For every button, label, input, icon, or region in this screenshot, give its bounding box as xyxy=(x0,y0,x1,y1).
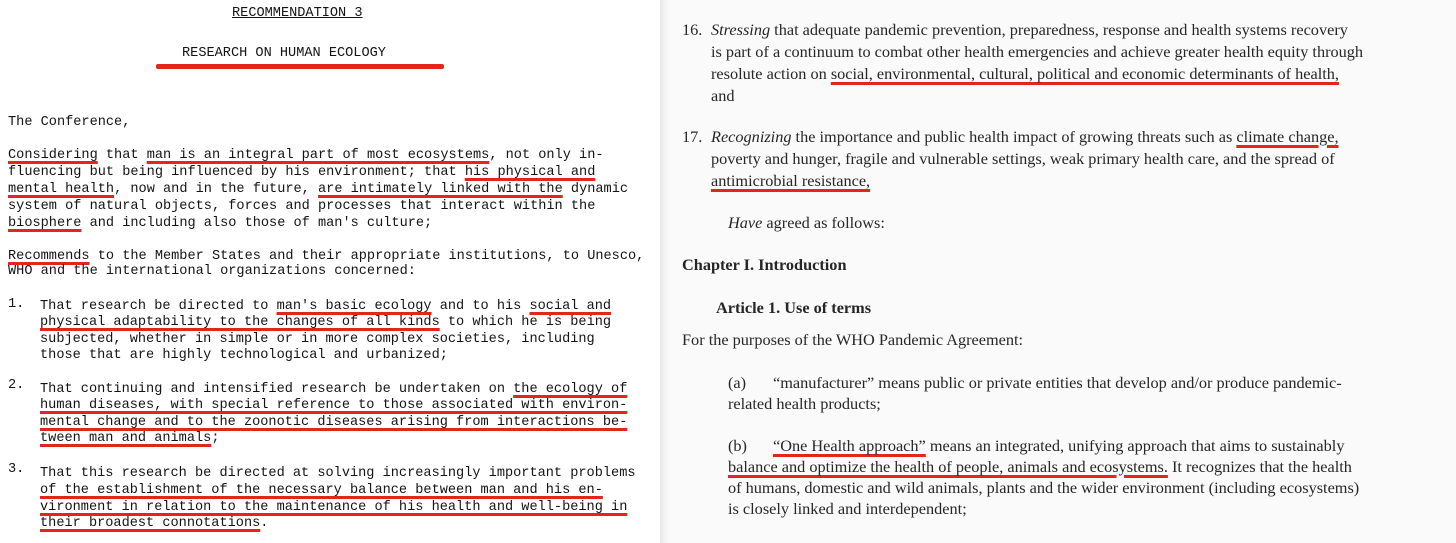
paragraph-text: is part of a continuum to combat other health emergencies and achieve greater health equity through xyxy=(711,42,1364,61)
item-highlight: mental change and to the zoonotic diseases arising from interactions be- xyxy=(40,415,628,430)
item-highlight: vironment in relation to the maintenance of his health and well-being in xyxy=(40,500,628,515)
paragraph-lead-word: Stressing xyxy=(711,20,771,39)
paragraph-text: the importance and public health impact of growing threats such as xyxy=(791,127,1237,146)
item-text: and to his xyxy=(431,299,530,314)
paragraph-number: 16. xyxy=(682,20,703,39)
considering-text: that xyxy=(97,148,147,163)
item-highlight: their broadest connotations xyxy=(40,516,261,531)
item-highlight: physical adaptability to the changes of all kinds xyxy=(40,315,440,330)
recommends-text: to the Member States and their appropriate institutions, to Unesco, xyxy=(89,249,645,264)
considering-highlight-3: mental health xyxy=(8,182,115,197)
considering-text: , not only in- xyxy=(489,148,604,163)
item-number: 1. xyxy=(8,297,25,312)
definition-label: (b) xyxy=(728,436,747,455)
item-highlight: social and xyxy=(529,299,612,314)
article-heading: Article 1. Use of terms xyxy=(716,298,872,317)
right-document-page xyxy=(670,0,1456,543)
left-document-page xyxy=(0,0,660,543)
item-text: subjected, whether in simple or in more complex societies, including xyxy=(40,332,595,347)
considering-text: , now and in the future, xyxy=(114,182,319,197)
item-text: to which he is being xyxy=(439,315,612,330)
item-text: those that are highly technological and urbanized; xyxy=(40,348,448,363)
recommends-word: Recommends xyxy=(8,249,90,264)
considering-highlight-5: biosphere xyxy=(8,216,82,231)
considering-text: system of natural objects, forces and processes that interact within the xyxy=(8,199,596,214)
item-text: That continuing and intensified research be undertaken on xyxy=(40,382,514,397)
paragraph-text: poverty and hunger, fragile and vulnerable settings, weak primary health care, and the spread of xyxy=(711,149,1335,168)
item-text: . xyxy=(260,516,269,531)
item-highlight: of the establishment of the necessary balance between man and his en- xyxy=(40,483,603,498)
paragraph-highlight: social, environmental, cultural, political and economic determinants of health, xyxy=(830,64,1339,83)
definition-highlight: “One Health approach” xyxy=(773,436,926,455)
recommends-text: WHO and the international organizations concerned: xyxy=(8,264,416,279)
considering-text: dynamic xyxy=(562,182,629,197)
definition-text: related health products; xyxy=(728,394,881,413)
agreed-line xyxy=(728,213,885,233)
paragraph-lead-word: Recognizing xyxy=(711,127,792,146)
item-number: 2. xyxy=(8,378,25,393)
recommendation-title: RECOMMENDATION 3 xyxy=(232,6,363,21)
paragraph-highlight: climate change, xyxy=(1236,127,1339,146)
paragraph-text: that adequate pandemic prevention, preparedness, response and health systems recovery xyxy=(770,20,1348,39)
considering-text: fluencing but being influenced by his environment; that xyxy=(8,165,465,180)
definition-highlight: balance and optimize the health of people, animals and ecosystems. xyxy=(728,457,1168,476)
item-number: 3. xyxy=(8,462,25,477)
item-highlight: man's basic ecology xyxy=(276,299,432,314)
considering-word: Considering xyxy=(8,148,98,163)
definition-text: means an integrated, unifying approach that aims to sustainably xyxy=(925,436,1345,455)
page-gutter xyxy=(660,0,670,543)
agreed-text: agreed as follows: xyxy=(762,213,885,232)
subtitle-highlight-bar xyxy=(156,64,444,69)
definition-text: It recognizes that the health xyxy=(1167,457,1352,476)
definition-label: (a) xyxy=(728,373,747,392)
definition-text: of humans, domestic and wild animals, plants and the wider environment (including ecosystems) xyxy=(728,478,1360,497)
paragraph-number: 17. xyxy=(682,127,703,146)
definition-text: is closely linked and interdependent; xyxy=(728,499,967,518)
agreed-lead-word: Have xyxy=(728,213,763,232)
item-highlight: the ecology of xyxy=(513,382,628,397)
item-text: That research be directed to xyxy=(40,299,277,314)
item-text: That this research be directed at solving increasingly important problems xyxy=(40,466,636,481)
recommendation-subtitle: RESEARCH ON HUMAN ECOLOGY xyxy=(182,46,386,61)
paragraph-text: and xyxy=(711,86,735,105)
considering-text: and including also those of man's culture; xyxy=(81,216,433,231)
intro-line: The Conference, xyxy=(8,115,131,130)
item-text: ; xyxy=(211,431,220,446)
item-highlight: tween man and animals xyxy=(40,431,212,446)
item-highlight: human diseases, with special reference to those associated with environ- xyxy=(40,398,628,413)
purposes-line: For the purposes of the WHO Pandemic Agreement: xyxy=(682,330,1024,349)
paragraph-text: resolute action on xyxy=(711,64,831,83)
chapter-heading: Chapter I. Introduction xyxy=(682,255,847,274)
definition-text: “manufacturer” means public or private entities that develop and/or produce pandemic- xyxy=(773,373,1342,392)
paragraph-highlight: antimicrobial resistance, xyxy=(711,171,871,190)
considering-highlight-1: man is an integral part of most ecosystems xyxy=(146,148,490,163)
considering-highlight-2: his physical and xyxy=(464,165,596,180)
considering-highlight-4: are intimately linked with the xyxy=(318,182,563,197)
